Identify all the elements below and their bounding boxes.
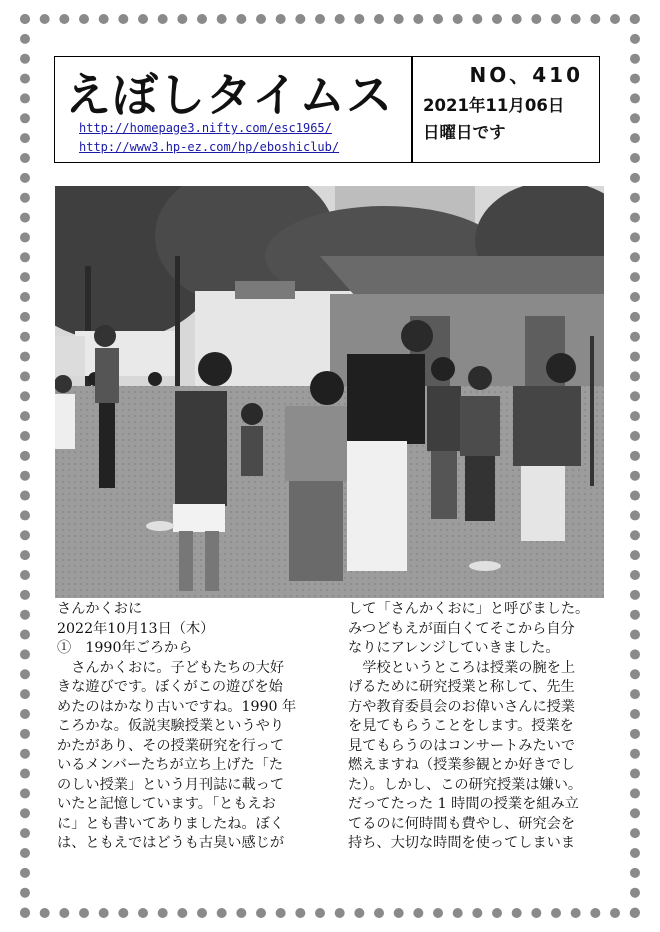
article-line: だってたった 1 時間の授業を組み立	[348, 796, 579, 812]
issue-number: NO、410	[469, 63, 583, 87]
article-line: きな遊びです。ぼくがこの遊びを始	[57, 679, 283, 695]
article-line: てるのに何時間も費やし、研究会を	[348, 815, 576, 832]
article-line: ① 1990年ごろから	[57, 640, 193, 656]
article-line: して「さんかくおに」と呼びました。	[348, 601, 590, 617]
article-line: のしい授業」という月刊誌に載って	[57, 776, 285, 793]
article-line: に」とも書いてありましたね。ぼく	[57, 815, 285, 832]
children-playing-photo	[55, 186, 604, 598]
newsletter-title: えぼしタイムス	[65, 68, 394, 122]
article-line: 燃えますね（授業参観とか好きでし	[348, 757, 576, 773]
article-line: めたのはかなり古いですね。1990 年	[57, 698, 297, 715]
article-line: いるメンバーたちが立ち上げた「た	[57, 757, 284, 773]
article-line: ころかな。仮説実験授業というやり	[57, 718, 285, 734]
article-line: 見てもらうのはコンサートみたいで	[348, 737, 576, 754]
homepage-link-1[interactable]: http://homepage3.nifty.com/esc1965/	[79, 121, 332, 135]
article-line: 2022年10月13日（木）	[57, 620, 215, 637]
article-line: た）。しかし、この研究授業は嫌い。	[348, 776, 583, 793]
masthead	[54, 56, 600, 163]
article-line: を見てもらうことをします。授業を	[348, 718, 574, 734]
article-line: なりにアレンジしていきました。	[348, 640, 560, 656]
article-line: かたがあり、その授業研究を行って	[57, 737, 285, 754]
article-column-right	[348, 600, 605, 854]
article-line: さんかくおに。子どもたちの大好	[57, 659, 285, 676]
article-line: は、ともえではどうも古臭い感じが	[57, 835, 285, 851]
article-line: みつどもえが面白くてそこから自分	[348, 620, 575, 637]
article-column-left	[57, 600, 314, 854]
article-line: げるために研究授業と称して、先生	[348, 679, 575, 695]
homepage-link-2[interactable]: http://www3.hp-ez.com/hp/eboshiclub/	[79, 140, 340, 154]
website-links	[79, 119, 339, 157]
issue-info	[423, 59, 593, 143]
article-line: 持ち、大切な時間を使ってしまいま	[348, 835, 576, 851]
issue-date: 2021年11月06日	[423, 96, 565, 115]
article-line: さんかくおに	[57, 601, 143, 617]
article-line: 学校というところは授業の腕を上	[348, 659, 576, 676]
article-line: 方や教育委員会のお偉いさんに授業	[348, 698, 576, 715]
article-line: いたと記憶しています。「ともえお	[57, 796, 276, 812]
header-divider	[411, 57, 413, 162]
issue-day: 日曜日です	[423, 123, 506, 142]
